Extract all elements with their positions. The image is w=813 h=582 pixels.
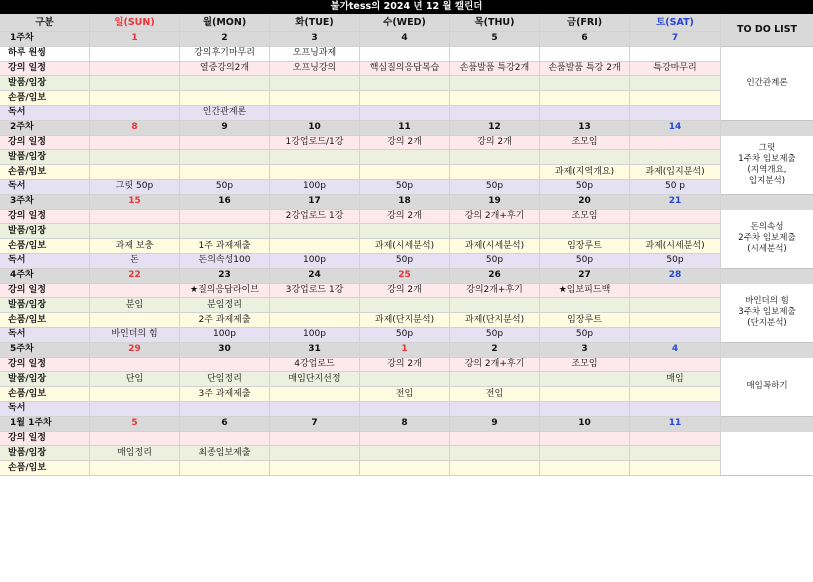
calendar-cell: 전임 [360,387,450,402]
calendar-cell [270,432,360,447]
calendar-cell [360,432,450,447]
calendar-cell [90,106,180,121]
calendar-cell [360,165,450,180]
calendar-cell: 오프닝과제 [270,47,360,62]
date-number: 8 [360,417,450,432]
calendar-cell: 강의 2개 [360,358,450,373]
calendar-cell [360,76,450,91]
date-number: 14 [630,121,721,136]
todo-note: 그릿 1주차 임보제출 (지역개요, 입지분석) [721,136,813,195]
calendar-cell: 과제(시세분석) [450,239,540,254]
calendar-cell: 과제(지역개요) [540,165,630,180]
date-number: 4 [630,343,721,358]
calendar-cell: 1주 과제제출 [180,239,270,254]
row-label: 강의 일정 [0,284,90,299]
row-label: 발품/임장 [0,150,90,165]
calendar-cell [630,461,721,476]
date-number: 4 [360,32,450,47]
calendar-cell: 과제(시세분석) [360,239,450,254]
date-number: 27 [540,269,630,284]
calendar-cell: 매임정리 [90,446,180,461]
date-number: 2 [450,343,540,358]
date-number: 28 [630,269,721,284]
header-day: 월(MON) [180,14,270,32]
calendar-cell: 조모임 [540,136,630,151]
calendar-cell: 돈의속성100 [180,254,270,269]
calendar-cell: 손품발품 특강2개 [450,62,540,77]
date-number: 5 [90,417,180,432]
calendar-cell [180,210,270,225]
calendar-cell [270,313,360,328]
calendar-cell: 최종임보제출 [180,446,270,461]
row-label: 독서 [0,180,90,195]
calendar-cell [90,402,180,417]
date-number: 24 [270,269,360,284]
calendar-cell: 전임 [450,387,540,402]
row-label: 손품/임보 [0,239,90,254]
calendar-cell [270,224,360,239]
calendar-cell [630,387,721,402]
date-number: 6 [180,417,270,432]
calendar-cell [450,298,540,313]
calendar-cell [270,76,360,91]
calendar-cell [360,47,450,62]
calendar-cell: 50p [180,180,270,195]
date-number: 9 [450,417,540,432]
calendar-cell [360,106,450,121]
date-number: 7 [630,32,721,47]
calendar-cell [540,47,630,62]
calendar-cell [360,150,450,165]
date-number: 1 [90,32,180,47]
calendar-cell: 과제(단지분석) [360,313,450,328]
calendar-cell: 강의2개+후기 [450,284,540,299]
calendar-cell: 바인더의 힘 [90,328,180,343]
date-number: 16 [180,195,270,210]
calendar-cell [180,91,270,106]
calendar-cell: 강의 2개 [450,136,540,151]
date-number: 15 [90,195,180,210]
calendar-cell [630,358,721,373]
header-day: 금(FRI) [540,14,630,32]
calendar-cell: 임장루트 [540,239,630,254]
date-number: 23 [180,269,270,284]
calendar-cell: 50p [360,254,450,269]
calendar-cell [180,432,270,447]
week-label: 1월 1주차 [0,417,90,432]
calendar-cell [270,91,360,106]
header-day: 목(THU) [450,14,540,32]
row-label: 강의 일정 [0,136,90,151]
calendar-cell: 분임 [90,298,180,313]
date-number: 21 [630,195,721,210]
row-label: 하루 원씽 [0,47,90,62]
todo-week-band [721,121,813,136]
calendar-cell: 3주 과제제출 [180,387,270,402]
calendar-cell: 과제(입지분석) [630,165,721,180]
calendar-cell: 50p [450,254,540,269]
calendar-cell: ★임보피드백 [540,284,630,299]
date-number: 11 [630,417,721,432]
calendar-cell [540,91,630,106]
calendar-cell: 강의 2개 [360,210,450,225]
calendar-cell [90,165,180,180]
calendar-cell [540,106,630,121]
calendar-cell [630,284,721,299]
row-label: 독서 [0,402,90,417]
calendar-cell: 핵심질의응답복습 [360,62,450,77]
calendar-cell [630,402,721,417]
week-label: 5주차 [0,343,90,358]
calendar-cell: 강의후기마무리 [180,47,270,62]
todo-week-band [721,343,813,358]
calendar-cell: 손품발품 특강 2개 [540,62,630,77]
date-number: 19 [450,195,540,210]
calendar-cell [540,432,630,447]
calendar-cell [630,328,721,343]
header-day: 토(SAT) [630,14,721,32]
calendar-cell [360,224,450,239]
todo-week-band [721,417,813,432]
calendar-cell: 과제 보충 [90,239,180,254]
calendar-cell [90,461,180,476]
calendar-cell [270,446,360,461]
calendar-cell [360,298,450,313]
calendar-cell: 조모임 [540,358,630,373]
calendar-cell [270,298,360,313]
calendar-cell: 그릿 50p [90,180,180,195]
calendar-cell [630,91,721,106]
header-day: 화(TUE) [270,14,360,32]
calendar-cell: 강의 2개+후기 [450,358,540,373]
calendar-cell: 단임정리 [180,372,270,387]
calendar-cell [630,432,721,447]
calendar-cell [90,358,180,373]
date-number: 6 [540,32,630,47]
calendar-cell: 50p [630,254,721,269]
todo-note: 바인더의 힘 3주차 임보제출 (단지분석) [721,284,813,343]
row-label: 강의 일정 [0,210,90,225]
row-label: 손품/임보 [0,387,90,402]
calendar-cell [540,402,630,417]
calendar-cell [540,372,630,387]
calendar-grid [0,14,721,582]
calendar-cell: 특강마무리 [630,62,721,77]
calendar-cell [90,210,180,225]
calendar-cell [540,298,630,313]
row-label: 발품/임장 [0,446,90,461]
calendar-cell [540,150,630,165]
calendar-cell: 100p [180,328,270,343]
date-number: 20 [540,195,630,210]
todo-week-band [721,269,813,284]
date-number: 11 [360,121,450,136]
calendar-cell [630,47,721,62]
calendar-title: 불가tess의 2024 년 12 월 캘린더 [0,0,813,14]
calendar-cell [180,165,270,180]
calendar-cell [630,224,721,239]
calendar-cell: 50p [540,180,630,195]
date-number: 18 [360,195,450,210]
calendar-cell: 2강업로드 1강 [270,210,360,225]
calendar-cell: 돈 [90,254,180,269]
row-label: 발품/임장 [0,372,90,387]
calendar-cell [450,461,540,476]
calendar-cell: 분임정리 [180,298,270,313]
calendar-cell: 2주 과제제출 [180,313,270,328]
calendar-cell: 임장루트 [540,313,630,328]
week-label: 2주차 [0,121,90,136]
date-number: 13 [540,121,630,136]
calendar-cell [450,106,540,121]
calendar-cell [270,106,360,121]
todo-list-header: TO DO LIST [721,14,813,47]
todo-note [721,432,813,476]
calendar-cell [360,402,450,417]
week-label: 3주차 [0,195,90,210]
calendar-cell [360,461,450,476]
calendar-cell: 100p [270,254,360,269]
calendar-cell [180,224,270,239]
calendar-cell: 과제(단지분석) [450,313,540,328]
calendar-cell [270,165,360,180]
row-label: 독서 [0,254,90,269]
todo-list-column [721,14,813,582]
row-label: 강의 일정 [0,432,90,447]
calendar-cell [90,76,180,91]
calendar-cell [450,150,540,165]
row-label: 강의 일정 [0,358,90,373]
week-label: 4주차 [0,269,90,284]
week-label: 1주차 [0,32,90,47]
calendar-cell [630,106,721,121]
calendar-cell [90,313,180,328]
calendar-cell [630,313,721,328]
calendar-cell: 50p [450,328,540,343]
calendar-cell: 4강업로드 [270,358,360,373]
calendar-cell: 50p [360,328,450,343]
calendar-cell: 오프닝강의 [270,62,360,77]
calendar-cell: 강의 2개 [360,136,450,151]
row-label: 발품/임장 [0,76,90,91]
calendar-cell: 100p [270,180,360,195]
calendar-cell: 50p [540,254,630,269]
calendar-cell: 1강업로드/1강 [270,136,360,151]
calendar-cell [90,387,180,402]
calendar-cell [180,136,270,151]
calendar-cell [540,446,630,461]
calendar-cell: 강의 2개 [360,284,450,299]
calendar-cell [90,432,180,447]
calendar-cell [630,446,721,461]
calendar-cell [630,76,721,91]
calendar-cell [90,150,180,165]
calendar-cell: 50 p [630,180,721,195]
row-label: 독서 [0,106,90,121]
calendar-cell [90,47,180,62]
calendar-cell [180,150,270,165]
calendar-cell: 조모임 [540,210,630,225]
header-day: 수(WED) [360,14,450,32]
calendar-cell [90,284,180,299]
calendar-cell [180,461,270,476]
calendar-cell [90,136,180,151]
calendar-cell [180,76,270,91]
calendar-cell [360,91,450,106]
row-label: 손품/임보 [0,313,90,328]
row-label: 손품/임보 [0,165,90,180]
calendar-cell [270,461,360,476]
calendar-cell [360,446,450,461]
calendar-cell: 단임 [90,372,180,387]
calendar-cell [180,402,270,417]
header-category: 구분 [0,14,90,32]
date-number: 3 [270,32,360,47]
date-number: 9 [180,121,270,136]
date-number: 10 [270,121,360,136]
date-number: 31 [270,343,360,358]
calendar-cell [450,165,540,180]
todo-note: 매임꼭하기 [721,358,813,417]
todo-week-band [721,195,813,210]
calendar-cell [630,150,721,165]
calendar-cell [540,76,630,91]
date-number: 3 [540,343,630,358]
calendar-cell [270,150,360,165]
calendar-cell [450,47,540,62]
calendar-cell [450,372,540,387]
calendar-cell [180,358,270,373]
row-label: 독서 [0,328,90,343]
date-number: 1 [360,343,450,358]
row-label: 강의 일정 [0,62,90,77]
calendar-cell [540,224,630,239]
calendar-cell [450,402,540,417]
calendar-cell [450,91,540,106]
row-label: 손품/임보 [0,461,90,476]
date-number: 8 [90,121,180,136]
date-number: 5 [450,32,540,47]
calendar-cell: ★질의응답라이브 [180,284,270,299]
calendar-cell: 50p [540,328,630,343]
calendar-cell [630,136,721,151]
row-label: 발품/임장 [0,298,90,313]
calendar-cell: 매임단지선정 [270,372,360,387]
date-number: 7 [270,417,360,432]
todo-note: 돈의속성 2주차 임보제출 (시세분석) [721,210,813,269]
header-day: 일(SUN) [90,14,180,32]
calendar-cell [450,224,540,239]
calendar-cell [630,210,721,225]
calendar-cell: 50p [450,180,540,195]
calendar-cell [630,298,721,313]
calendar-cell [270,239,360,254]
calendar-cell: 100p [270,328,360,343]
calendar-cell [270,387,360,402]
date-number: 10 [540,417,630,432]
date-number: 2 [180,32,270,47]
row-label: 손품/임보 [0,91,90,106]
date-number: 17 [270,195,360,210]
calendar-cell [90,91,180,106]
date-number: 25 [360,269,450,284]
calendar-cell: 열중강의2개 [180,62,270,77]
calendar-cell [90,224,180,239]
calendar-cell [270,402,360,417]
calendar-cell: 매임 [630,372,721,387]
calendar-cell [450,446,540,461]
calendar-cell: 3강업로드 1강 [270,284,360,299]
todo-note: 인간관계론 [721,47,813,121]
date-number: 12 [450,121,540,136]
calendar-cell [540,387,630,402]
date-number: 29 [90,343,180,358]
calendar-cell: 강의 2개+후기 [450,210,540,225]
calendar-cell [90,62,180,77]
row-label: 발품/임장 [0,224,90,239]
date-number: 22 [90,269,180,284]
date-number: 26 [450,269,540,284]
calendar-cell [540,461,630,476]
calendar-cell: 과제(시세분석) [630,239,721,254]
date-number: 30 [180,343,270,358]
calendar-cell [360,372,450,387]
calendar-cell [450,76,540,91]
calendar-cell [450,432,540,447]
calendar-cell: 인간관계론 [180,106,270,121]
calendar-cell: 50p [360,180,450,195]
